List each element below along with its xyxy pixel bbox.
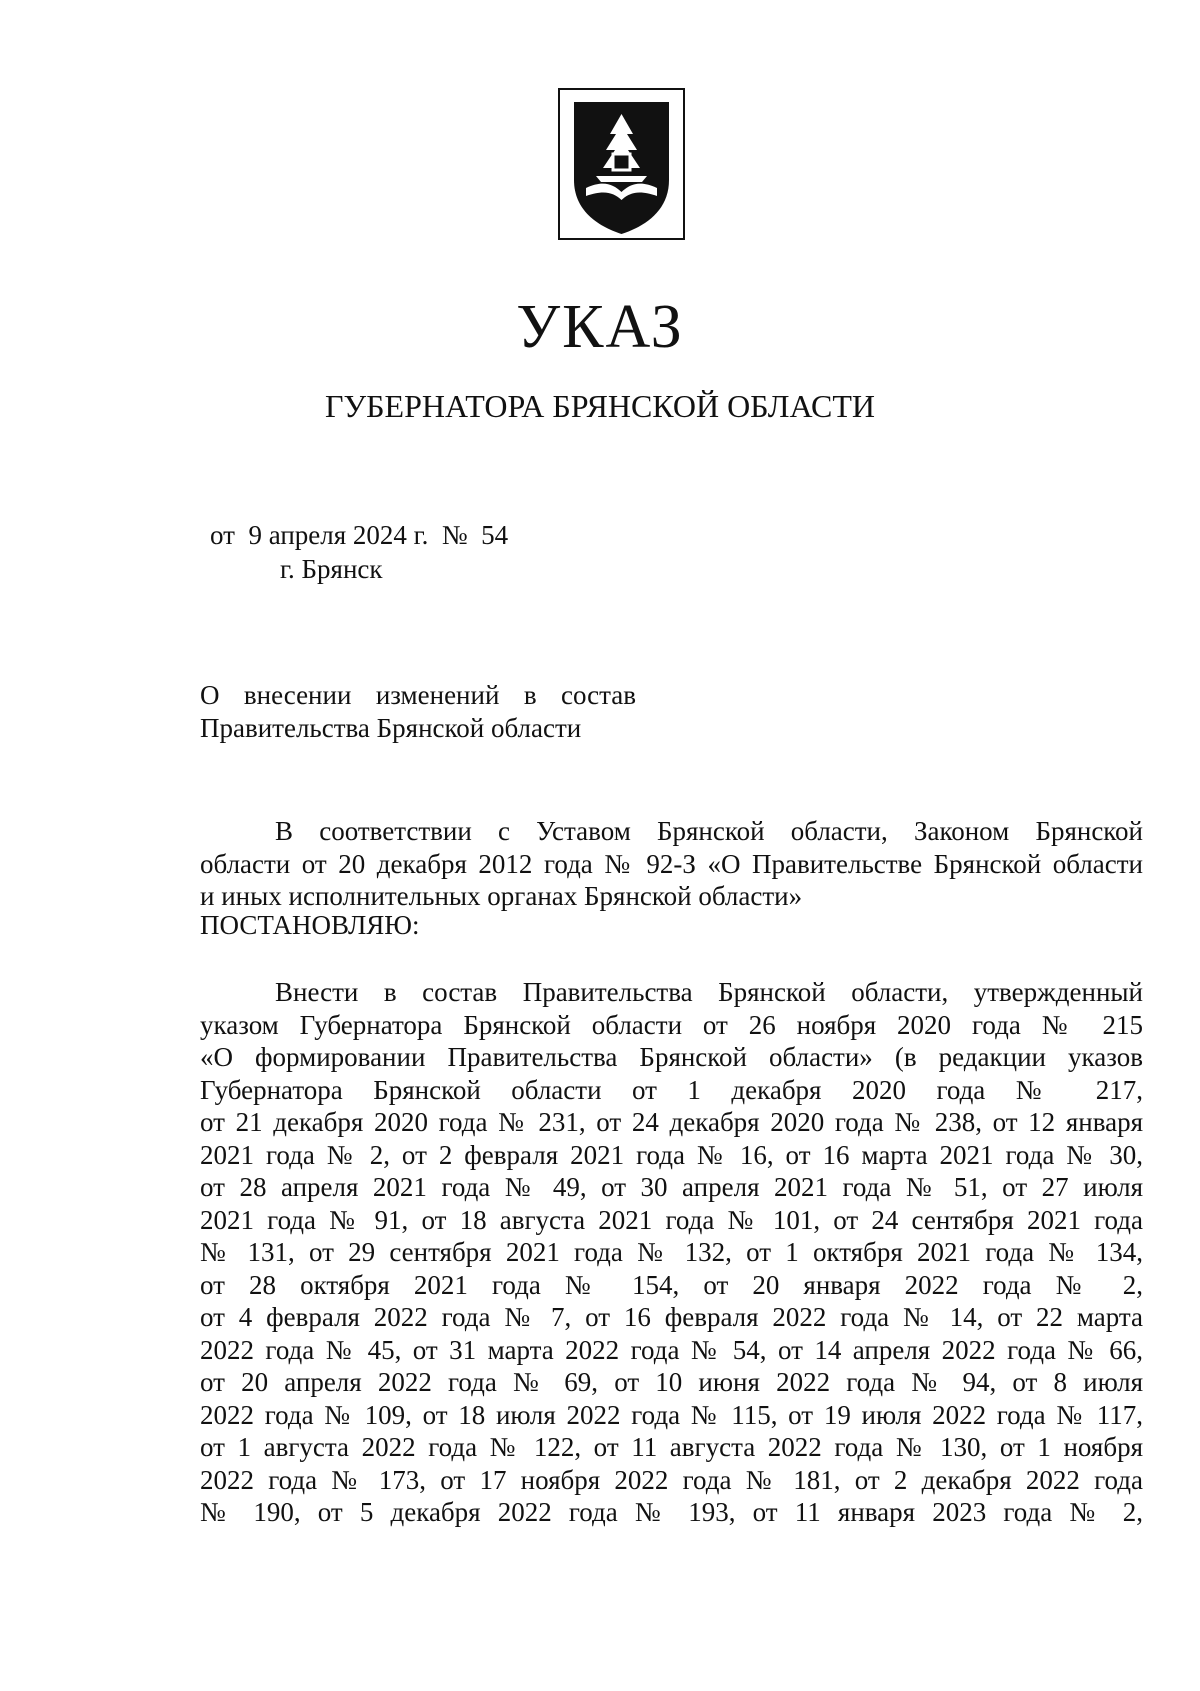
body-line: 2021 года № 91, от 18 августа 2021 года № 101, от 24 сентября 2021 года [200,1204,1143,1235]
body-line: Внести в состав Правительства Брянской области, утвержденный [275,977,1143,1007]
preamble-line: и иных исполнительных органах Брянской области» [200,881,803,911]
body-line: 2022 года № 109, от 18 июля 2022 года № 115, от 19 июля 2022 года № 117, [200,1399,1143,1430]
body-line: указом Губернатора Брянской области от 26 ноября 2020 года № 215 [200,1009,1143,1040]
body-line: «О формировании Правительства Брянской области» (в редакции указов [200,1042,1143,1072]
subject-word: О [200,680,220,710]
subject-line-1 [200,679,636,712]
body-line: от 28 апреля 2021 года № 49, от 30 апреля 2021 года № 51, от 27 июля [200,1172,1143,1202]
body-line: от 4 февраля 2022 года № 7, от 16 февраля 2022 года № 14, от 22 марта [200,1302,1143,1332]
document-subtitle: ГУБЕРНАТОРА БРЯНСКОЙ ОБЛАСТИ [325,388,875,424]
body-line: 2022 года № 45, от 31 марта 2022 года № 54, от 14 апреля 2022 года № 66, [200,1334,1143,1365]
preamble-line: В соответствии с Уставом Брянской области, Законом Брянской [275,816,1143,846]
body-line: Губернатора Брянской области от 1 декабря 2020 года № 217, [200,1074,1143,1105]
body-line: от 1 августа 2022 года № 122, от 11 августа 2022 года № 130, от 1 ноября [200,1432,1143,1462]
decree-word: ПОСТАНОВЛЯЮ: [200,910,420,940]
body-line: 2021 года № 2, от 2 февраля 2021 года № 16, от 16 марта 2021 года № 30, [200,1139,1143,1170]
body-line: № 131, от 29 сентября 2021 года № 132, от 1 октября 2021 года № 134, [200,1237,1143,1267]
coat-of-arms-icon [558,88,685,240]
preamble-paragraph [200,815,1143,913]
subject-line-2: Правительства Брянской области [200,713,582,743]
decree-city: г. Брянск [280,554,383,584]
subject-word: изменений [375,680,500,710]
body-line: от 20 апреля 2022 года № 69, от 10 июня 2022 года № 94, от 8 июля [200,1367,1143,1397]
document-title: УКАЗ [516,293,684,361]
body-paragraph [200,976,1143,1529]
decree-date-number: от 9 апреля 2024 г. № 54 [210,520,509,550]
subject-word: состав [560,680,636,710]
body-line: от 28 октября 2021 года № 154, от 20 января 2022 года № 2, [200,1269,1143,1300]
body-line: от 21 декабря 2020 года № 231, от 24 декабря 2020 года № 238, от 12 января [200,1107,1143,1137]
subject-word: в [523,680,537,710]
body-line: 2022 года № 173, от 17 ноября 2022 года № 181, от 2 декабря 2022 года [200,1464,1143,1495]
body-line: № 190, от 5 декабря 2022 года № 193, от 11 января 2023 года № 2, [200,1497,1143,1527]
decree-subject [200,679,660,745]
subject-word: внесении [243,680,352,710]
preamble-line: области от 20 декабря 2012 года № 92-З «О Правительстве Брянской области [200,848,1143,879]
